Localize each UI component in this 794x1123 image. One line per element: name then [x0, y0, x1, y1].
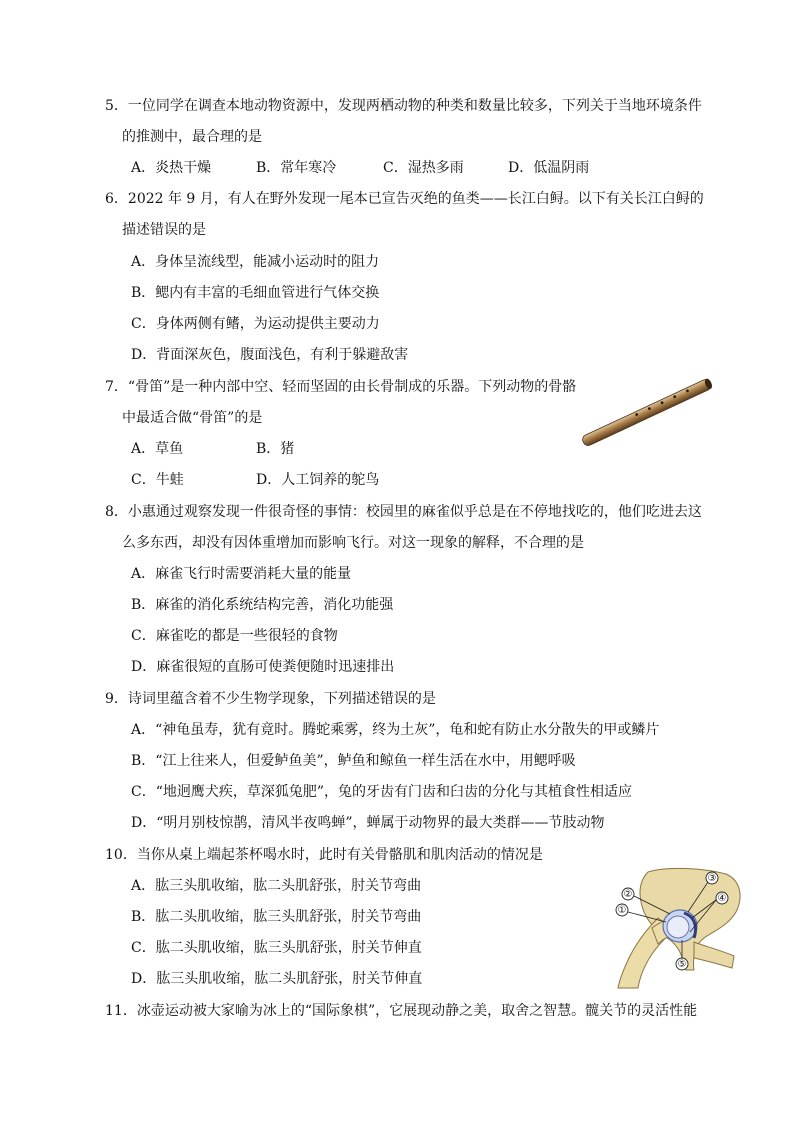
question-7-stem: 7．“骨笛”是一种内部中空、轻而坚固的由长骨制成的乐器。下列动物的骨骼	[105, 379, 577, 395]
question-8-stem: 8．小惠通过观察发现一件很奇怪的事情：校园里的麻雀似乎总是在不停地找吃的，他们吃进去这	[105, 504, 702, 520]
question-10-stem: 10．当你从桌上端起茶杯喝水时，此时有关骨骼肌和肌肉活动的情况是	[105, 847, 543, 863]
option-a: A．草鱼	[131, 441, 184, 457]
option-d: D．麻雀很短的直肠可使粪便随时迅速排出	[131, 659, 395, 675]
question-7-options-row1	[0, 440, 560, 458]
question-6-stem: 6．2022 年 9 月，有人在野外发现一尾本已宣告灭绝的鱼类——长江白鲟。以下有关长江白鲟的	[105, 191, 704, 207]
option-b: B．常年寒冷	[256, 160, 337, 176]
bone-flute-image	[575, 374, 720, 452]
option-c: C．麻雀吃的都是一些很轻的食物	[131, 628, 338, 644]
option-a: A．炎热干燥	[131, 160, 212, 176]
question-7-stem-cont: 中最适合做“骨笛”的是	[122, 410, 263, 426]
option-a: A．麻雀飞行时需要消耗大量的能量	[131, 566, 352, 582]
option-b: B．鳃内有丰富的毛细血管进行气体交换	[131, 285, 380, 301]
option-c: C．“地迥鹰犬疾，草深狐兔肥”，兔的牙齿有门齿和臼齿的分化与其植食性相适应	[131, 784, 633, 800]
question-6-stem-cont: 描述错误的是	[122, 222, 206, 238]
question-8-stem-cont: 么多东西，却没有因体重增加而影响飞行。对这一现象的解释，不合理的是	[122, 535, 584, 551]
label-5: ⑤	[677, 959, 687, 970]
option-c: C．肱二头肌收缩，肱三头肌舒张，肘关节伸直	[131, 940, 422, 956]
option-d: D．低温阴雨	[508, 160, 590, 176]
option-a: A．身体呈流线型，能减小运动时的阻力	[131, 254, 380, 270]
option-c: C．牛蛙	[131, 472, 184, 488]
question-5-stem: 5．一位同学在调查本地动物资源中，发现两栖动物的种类和数量比较多，下列关于当地环境条件	[105, 98, 702, 114]
label-2: ②	[623, 889, 633, 900]
label-4: ④	[717, 893, 727, 904]
option-d: D．肱三头肌收缩，肱二头肌舒张，肘关节伸直	[131, 971, 423, 987]
question-5-stem-cont: 的推测中，最合理的是	[122, 129, 262, 145]
label-1: ①	[617, 905, 627, 916]
option-b: B．麻雀的消化系统结构完善，消化功能强	[131, 597, 394, 613]
option-c: C．湿热多雨	[383, 160, 464, 176]
option-b: B．肱二头肌收缩，肱三头肌舒张，肘关节弯曲	[131, 909, 422, 925]
question-5-options	[0, 159, 794, 177]
option-d: D．人工饲养的鸵鸟	[256, 472, 380, 488]
question-9-stem: 9．诗词里蕴含着不少生物学现象，下列描述错误的是	[105, 691, 436, 707]
option-b: B．猪	[256, 441, 295, 457]
label-3: ③	[707, 873, 717, 884]
hip-joint-diagram	[608, 866, 746, 990]
option-a: A．“神龟虽寿，犹有竟时。腾蛇乘雾，终为土灰”，龟和蛇有防止水分散失的甲或鳞片	[131, 722, 660, 738]
question-7-options-row2	[0, 471, 560, 489]
option-c: C．身体两侧有鳍，为运动提供主要动力	[131, 316, 380, 332]
option-d: D．“明月别枝惊鹊，清风半夜鸣蝉”，蝉属于动物界的最大类群——节肢动物	[131, 815, 605, 831]
question-11-stem: 11．冰壶运动被大家喻为冰上的“国际象棋”，它展现动静之美，取舍之智慧。髋关节的灵活性能	[105, 1003, 698, 1019]
option-b: B．“江上往来人，但爱鲈鱼美”，鲈鱼和鲸鱼一样生活在水中，用鳃呼吸	[131, 753, 576, 769]
option-a: A．肱三头肌收缩，肱二头肌舒张，肘关节弯曲	[131, 878, 422, 894]
option-d: D．背面深灰色，腹面浅色，有利于躲避敌害	[131, 347, 409, 363]
